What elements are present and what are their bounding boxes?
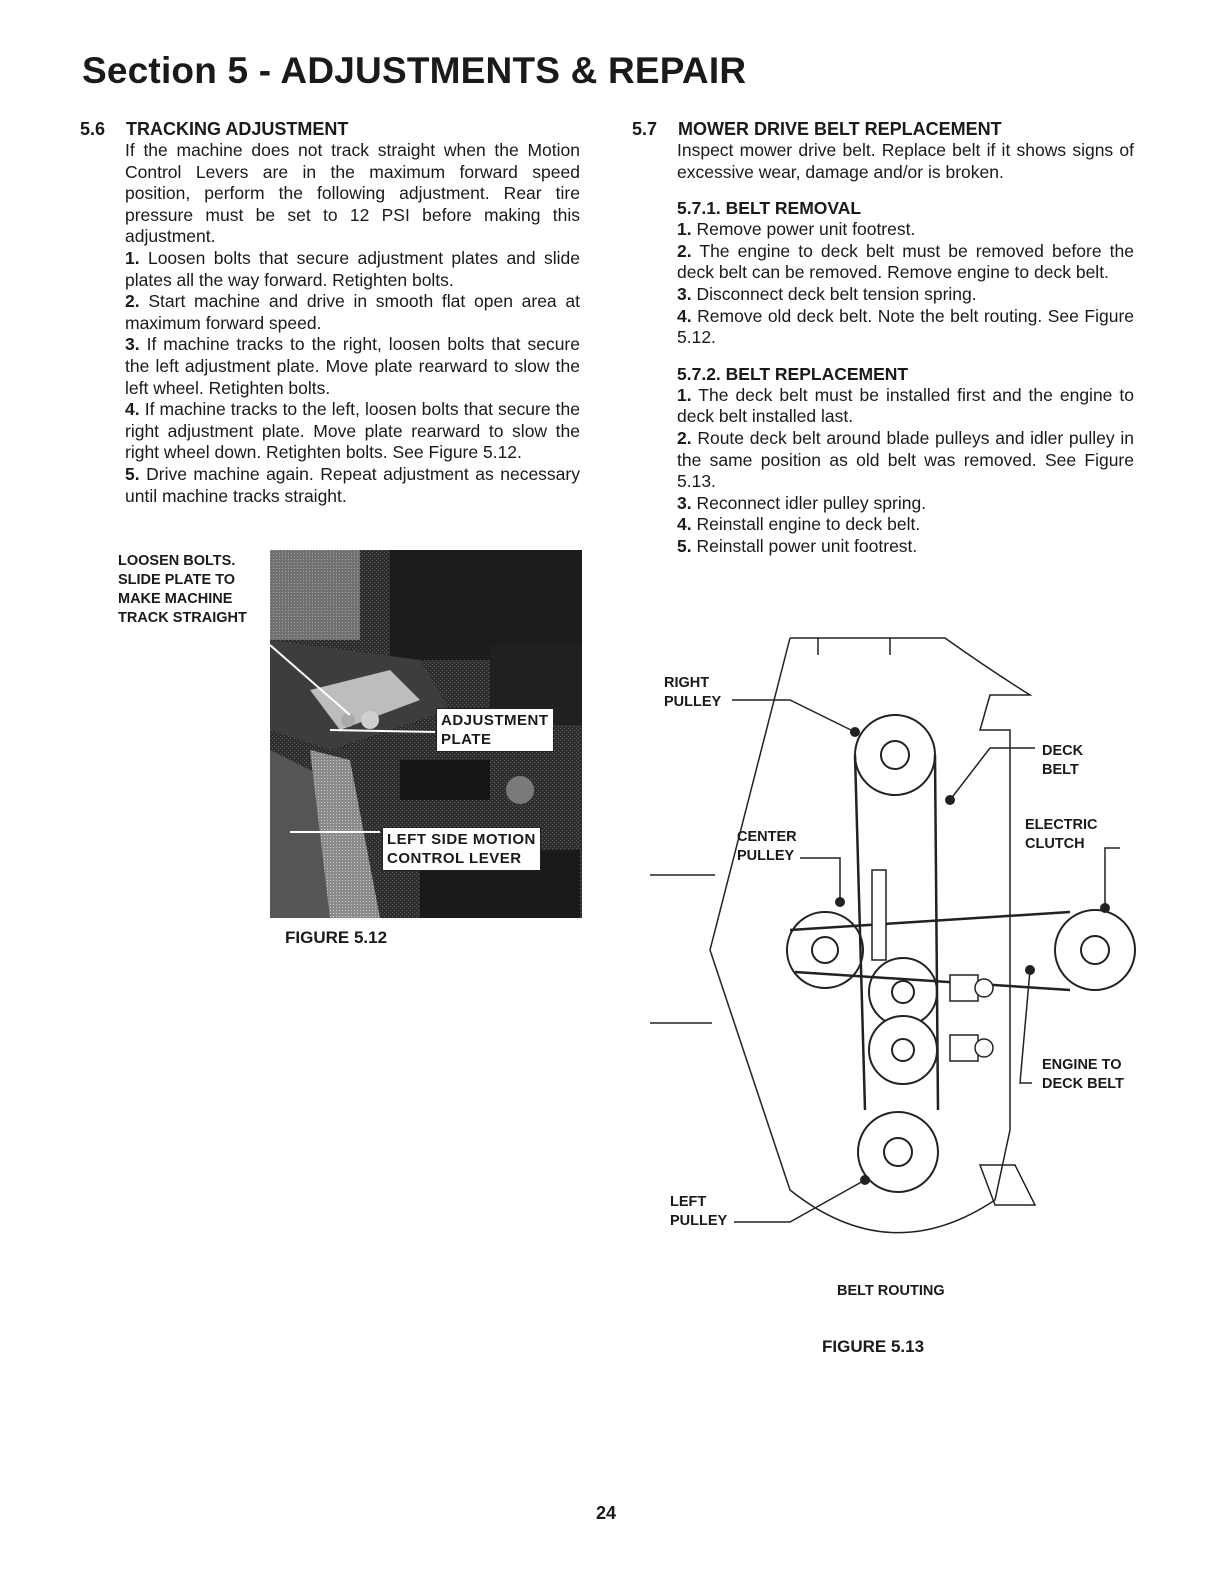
step-text: Disconnect deck belt tension spring. bbox=[696, 283, 977, 304]
step-text: Drive machine again. Repeat adjustment as necessary until machine tracks straight. bbox=[125, 463, 580, 506]
section-title: TRACKING ADJUSTMENT bbox=[126, 119, 349, 139]
label-line: ADJUSTMENT bbox=[441, 712, 549, 729]
step-text: Route deck belt around blade pulleys and idler pulley in the same position as old belt was removed. See Figure 5.13. bbox=[677, 427, 1134, 492]
step-item bbox=[677, 428, 1134, 493]
figure-5-12 bbox=[118, 550, 584, 918]
figure-5-13 bbox=[650, 630, 1150, 1280]
label-line: LEFT SIDE MOTION bbox=[387, 831, 536, 848]
step-number: 4. bbox=[125, 399, 140, 420]
step-number: 5. bbox=[677, 535, 692, 556]
callout-line: TRACK STRAIGHT bbox=[118, 610, 247, 626]
step-item bbox=[677, 493, 1134, 515]
right-pulley-label bbox=[664, 674, 721, 712]
motion-control-lever-label bbox=[382, 827, 541, 871]
step-number: 3. bbox=[677, 492, 692, 513]
page-number: 24 bbox=[596, 1503, 617, 1523]
step-item bbox=[677, 306, 1134, 349]
step-item bbox=[677, 385, 1134, 428]
intro-paragraph: Inspect mower drive belt. Replace belt if it shows signs of excessive wear, damage and/or is broken. bbox=[677, 140, 1134, 182]
callout-line: LOOSEN BOLTS. bbox=[118, 553, 236, 569]
tension-spring-icon bbox=[872, 870, 886, 960]
step-text: Reconnect idler pulley spring. bbox=[696, 492, 927, 513]
left-pulley-label bbox=[670, 1193, 727, 1231]
engine-to-deck-belt-label bbox=[1042, 1056, 1124, 1094]
step-number: 2. bbox=[677, 240, 692, 261]
label-line: PLATE bbox=[441, 731, 492, 748]
step-number: 3. bbox=[125, 334, 140, 355]
label-line: DECK BELT bbox=[1042, 1076, 1124, 1092]
section-number: 5.6 bbox=[80, 119, 106, 139]
step-number: 3. bbox=[677, 283, 692, 304]
adjustment-plate-label bbox=[436, 708, 554, 752]
step-text: The deck belt must be installed first and the engine to deck belt installed last. bbox=[677, 384, 1135, 427]
section-mower-drive-belt bbox=[632, 118, 1134, 558]
belt-routing-subcaption: BELT ROUTING bbox=[837, 1283, 945, 1299]
intro-paragraph: If the machine does not track straight when the Motion Control Levers are in the maximum forward speed position, perform the following adjustment. Rear tire pressure must be set to 12 PSI before making this adjustment. bbox=[125, 140, 580, 247]
step-text: Start machine and drive in smooth flat open area at maximum forward speed. bbox=[125, 291, 580, 333]
step-item bbox=[125, 399, 580, 464]
label-line: CONTROL LEVER bbox=[387, 850, 522, 867]
step-item bbox=[677, 284, 1134, 306]
label-line: PULLEY bbox=[664, 694, 722, 710]
step-item bbox=[125, 248, 580, 291]
step-number: 5. bbox=[125, 463, 140, 484]
step-number: 2. bbox=[677, 427, 692, 448]
label-line: DECK bbox=[1042, 743, 1084, 759]
step-text: If machine tracks to the left, loosen bolts that secure the right adjustment plate. Move plate rearward to slow the right wheel down. Retighten bolts. See Figure 5.12. bbox=[125, 399, 580, 463]
label-line: RIGHT bbox=[664, 675, 710, 691]
step-item bbox=[125, 291, 580, 334]
step-text: If machine tracks to the right, loosen bolts that secure the left adjustment plate. Move plate rearward to slow the left wheel. Retighten bolts. bbox=[125, 334, 580, 398]
step-item bbox=[677, 536, 1134, 558]
step-number: 4. bbox=[677, 514, 692, 535]
step-text: Loosen bolts that secure adjustment plates and slide plates all the way forward. Retighten bolts. bbox=[125, 247, 580, 290]
label-line: ELECTRIC bbox=[1025, 817, 1098, 833]
figure-5-12-caption: FIGURE 5.12 bbox=[285, 928, 388, 947]
section-tracking-adjustment bbox=[80, 118, 580, 507]
section-number: 5.7 bbox=[632, 119, 658, 139]
section-body bbox=[677, 140, 1134, 183]
step-number: 1. bbox=[125, 247, 140, 268]
step-item bbox=[125, 464, 580, 507]
step-text: Remove power unit footrest. bbox=[696, 219, 916, 240]
callout-line: SLIDE PLATE TO bbox=[118, 572, 236, 588]
step-number: 1. bbox=[677, 384, 692, 405]
page-title: Section 5 - ADJUSTMENTS & REPAIR bbox=[82, 50, 747, 91]
loosen-bolts-callout bbox=[118, 552, 247, 628]
electric-clutch-label bbox=[1025, 816, 1098, 854]
belt-replacement-steps bbox=[677, 385, 1134, 558]
deck-belt-label bbox=[1042, 742, 1083, 780]
step-text: The engine to deck belt must be removed before the deck belt can be removed. Remove engine to deck belt. bbox=[677, 240, 1134, 283]
belt-replacement-heading: 5.7.2. BELT REPLACEMENT bbox=[677, 363, 909, 384]
figure-5-13-caption: FIGURE 5.13 bbox=[822, 1337, 925, 1356]
section-heading bbox=[80, 118, 580, 140]
label-line: CLUTCH bbox=[1025, 836, 1085, 852]
step-number: 2. bbox=[125, 291, 140, 312]
belt-removal-steps bbox=[677, 219, 1134, 349]
label-line: BELT bbox=[1042, 762, 1079, 778]
callout-line: MAKE MACHINE bbox=[118, 591, 233, 607]
step-text: Reinstall power unit footrest. bbox=[696, 535, 918, 556]
step-number: 1. bbox=[677, 219, 692, 240]
belt-removal-heading: 5.7.1. BELT REMOVAL bbox=[677, 198, 862, 219]
section-heading bbox=[632, 118, 1134, 140]
step-item bbox=[677, 241, 1134, 284]
step-text: Remove old deck belt. Note the belt routing. See Figure 5.12. bbox=[677, 305, 1134, 348]
label-line: PULLEY bbox=[670, 1213, 728, 1229]
label-line: LEFT bbox=[670, 1194, 707, 1210]
section-body bbox=[125, 140, 580, 507]
step-number: 4. bbox=[677, 305, 692, 326]
step-item bbox=[677, 219, 1134, 241]
step-text: Reinstall engine to deck belt. bbox=[696, 514, 921, 535]
label-line: ENGINE TO bbox=[1042, 1057, 1122, 1073]
section-title: MOWER DRIVE BELT REPLACEMENT bbox=[678, 119, 1002, 139]
label-line: CENTER bbox=[737, 829, 797, 845]
label-line: PULLEY bbox=[737, 848, 795, 864]
step-item bbox=[677, 514, 1134, 536]
step-item bbox=[125, 334, 580, 399]
belt-routing-diagram bbox=[650, 630, 1150, 1280]
center-pulley-label bbox=[737, 828, 797, 866]
